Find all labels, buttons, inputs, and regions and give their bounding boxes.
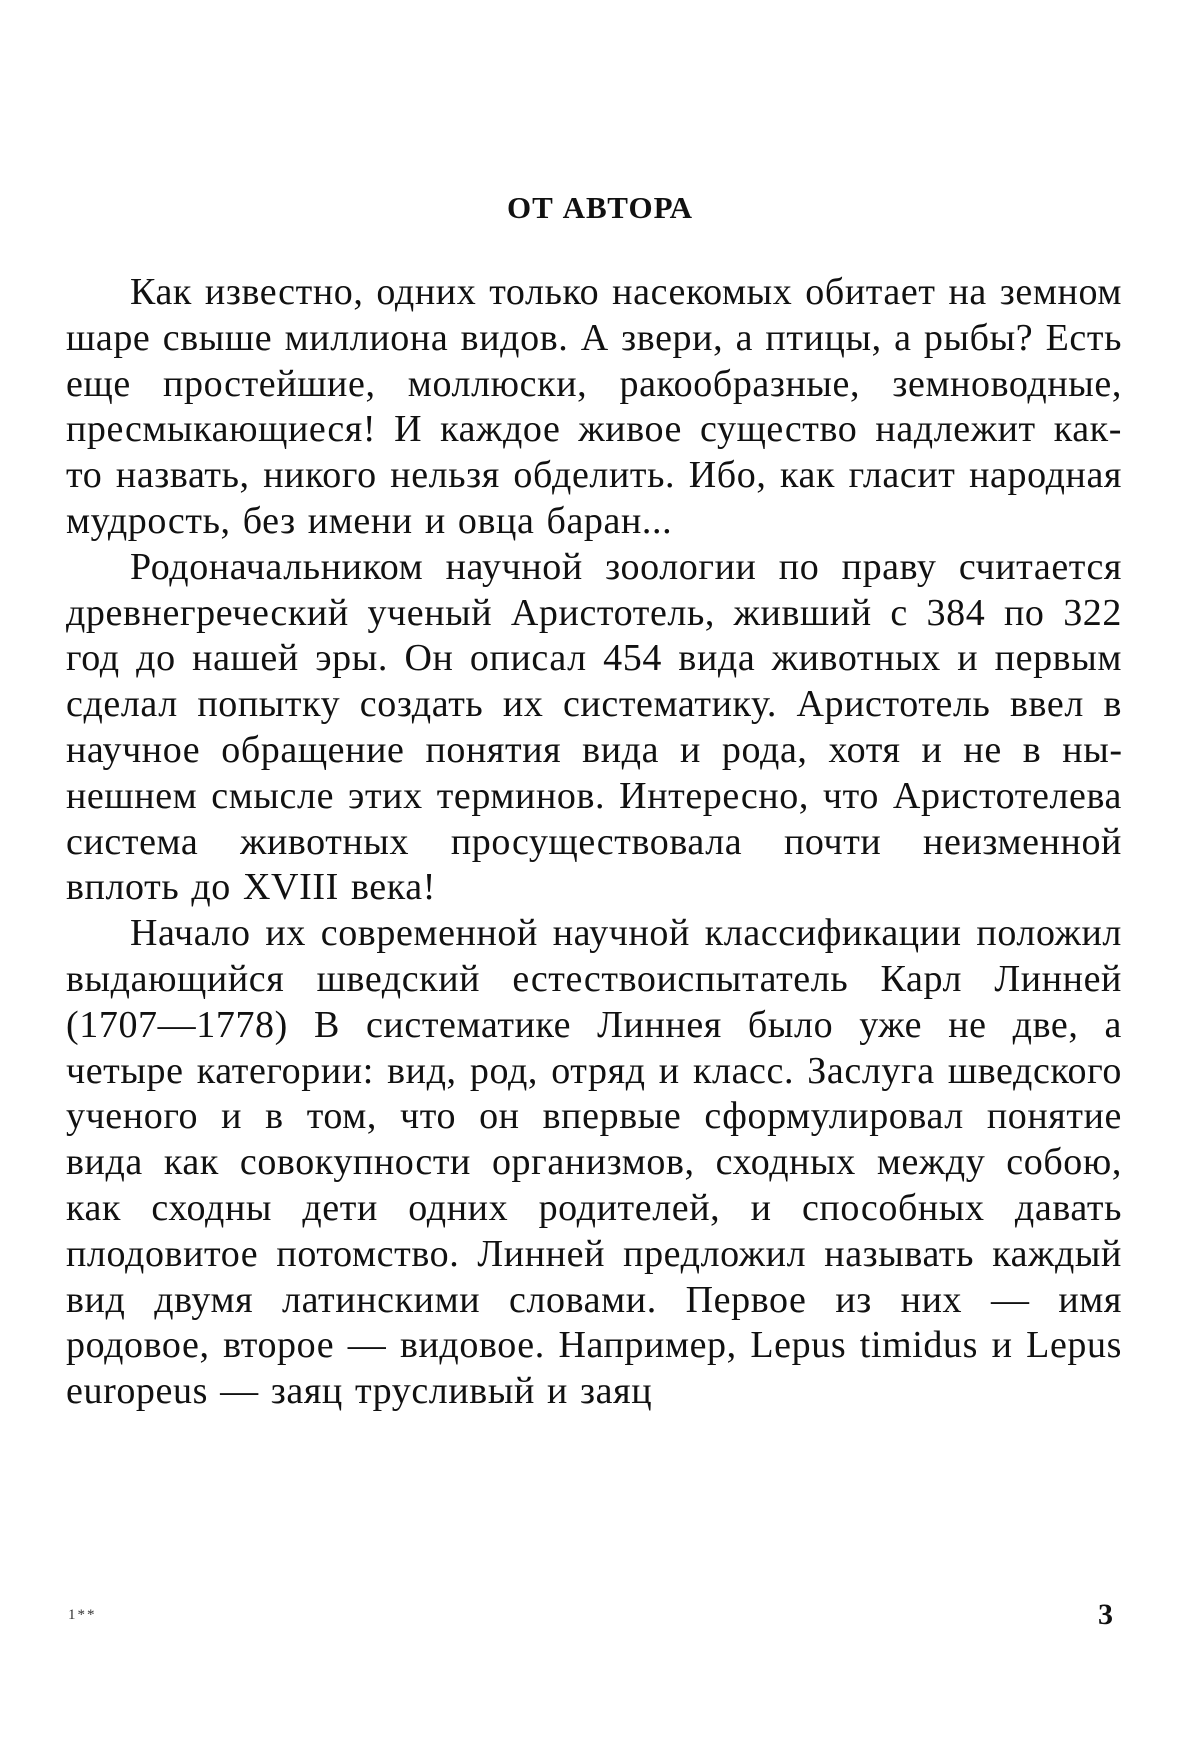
signature-mark: 1** (68, 1607, 97, 1623)
paragraph-3: Начало их современной научной классификации положил выдающийся шведский естествоиспытатель Карл Линней (1707—1778) В систематике Линнея было уже не две, а четыре категории: вид, род, отряд и класс. Заслуга шведского ученого и в том, что он впервые сформулировал понятие вида как совокупности организмов, сходных между собою, как сходны дети одних родителей, и способных давать плодовитое потомство. Линней предложил называть каждый вид двумя латинскими словами. Первое из них — имя родовое, второе — видовое. Например, Lepus timidus и Lepus europeus — заяц трусливый и заяц (66, 912, 1122, 1413)
section-heading: ОТ АВТОРА (507, 190, 693, 225)
page-number: 3 (1098, 1598, 1113, 1631)
paragraph-2: Родоначальником научной зоологии по праву считается древнегреческий ученый Аристотель, живший с 384 по 322 год до нашей эры. Он описал 454 вида животных и первым сделал попытку создать их систематику. Аристотель ввел в научное обращение понятия вида и рода, хотя и не в нынешнем смысле этих терминов. Интересно, что Аристотелева система животных просуществовала почти неизменной вплоть до XVIII века! (66, 545, 1122, 909)
body-text (66, 270, 1122, 1415)
paragraph-1: Как известно, одних только насекомых обитает на земном шаре свыше миллиона видов. А звери, а птицы, а рыбы? Есть еще простейшие, моллюски, ракообразные, земноводные, пресмыкающиеся! И каждое живое существо надлежит как-то назвать, никого нельзя обделить. Ибо, как гласит народная мудрость, без имени и овца баран... (66, 271, 1122, 542)
